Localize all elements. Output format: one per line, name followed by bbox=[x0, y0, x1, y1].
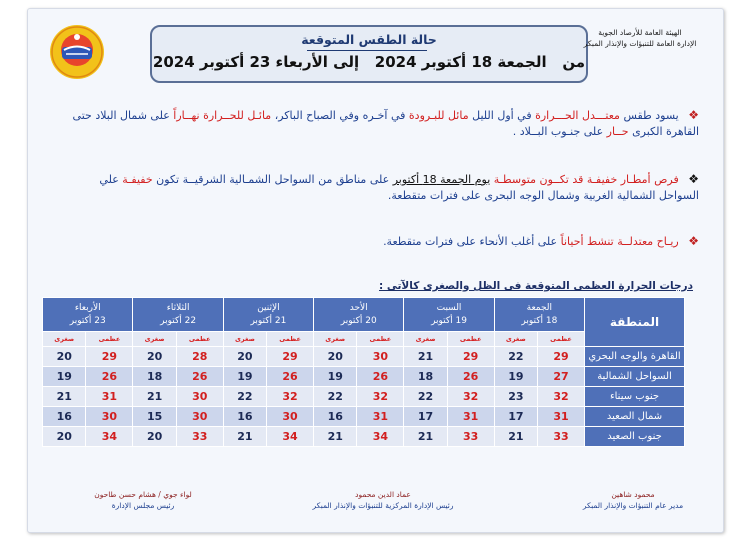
min-temp-cell: 22 bbox=[494, 347, 537, 367]
max-temp-cell: 31 bbox=[538, 407, 585, 427]
min-temp-cell: 21 bbox=[314, 427, 357, 447]
min-subheader: صغرى bbox=[133, 332, 176, 347]
min-temp-cell: 18 bbox=[133, 367, 176, 387]
max-temp-cell: 26 bbox=[86, 367, 133, 387]
p2-part: تكون bbox=[156, 173, 180, 186]
from-label: من bbox=[562, 53, 586, 71]
min-temp-cell: 22 bbox=[314, 387, 357, 407]
page-title: حالة الطقس المتوقعة bbox=[301, 32, 437, 47]
day-date: 19 أكتوبر bbox=[431, 315, 467, 326]
table-row bbox=[43, 427, 685, 447]
p1-part: يسود طقس bbox=[623, 109, 679, 122]
max-temp-cell: 32 bbox=[447, 387, 494, 407]
region-name: جنوب الصعيد bbox=[585, 427, 685, 447]
max-temp-cell: 32 bbox=[357, 387, 404, 407]
p1-part: معتـــدل الحـــرارة bbox=[535, 109, 620, 122]
min-temp-cell: 19 bbox=[314, 367, 357, 387]
title-underline bbox=[307, 50, 427, 51]
min-subheader: صغرى bbox=[314, 332, 357, 347]
min-temp-cell: 20 bbox=[43, 427, 86, 447]
max-temp-cell: 26 bbox=[357, 367, 404, 387]
table-header-row bbox=[43, 298, 685, 332]
day-name: الأربعاء bbox=[74, 302, 101, 313]
p1-part: في أول الليل bbox=[472, 109, 532, 122]
diamond-bullet-icon: ❖ bbox=[688, 234, 699, 248]
max-temp-cell: 32 bbox=[267, 387, 314, 407]
day-header bbox=[314, 298, 404, 332]
min-temp-cell: 15 bbox=[133, 407, 176, 427]
org-line-2: الإدارة العامة للتنبؤات والإنذار المبكر bbox=[583, 39, 697, 48]
p1-part: مائـل للحــرارة نهــاراً bbox=[173, 109, 272, 122]
region-name: القاهرة والوجه البحري bbox=[585, 347, 685, 367]
forecast-bulletin bbox=[27, 8, 724, 533]
min-temp-cell: 20 bbox=[314, 347, 357, 367]
signature-board-chairman bbox=[68, 489, 218, 511]
temperature-table bbox=[42, 297, 685, 447]
max-temp-cell: 32 bbox=[538, 387, 585, 407]
min-temp-cell: 19 bbox=[494, 367, 537, 387]
min-temp-cell: 16 bbox=[43, 407, 86, 427]
max-temp-cell: 29 bbox=[267, 347, 314, 367]
max-temp-cell: 26 bbox=[447, 367, 494, 387]
max-temp-cell: 34 bbox=[267, 427, 314, 447]
table-row bbox=[43, 347, 685, 367]
max-temp-cell: 30 bbox=[176, 407, 223, 427]
min-temp-cell: 16 bbox=[223, 407, 266, 427]
signature-role: مدير عام التنبؤات والإنذار المبكر bbox=[582, 501, 684, 510]
table-row bbox=[43, 367, 685, 387]
day-header bbox=[133, 298, 223, 332]
p1-part: في آخـره وفي الصباح الباكر، bbox=[274, 109, 406, 122]
min-temp-cell: 19 bbox=[43, 367, 86, 387]
min-temp-cell: 20 bbox=[133, 347, 176, 367]
day-header bbox=[223, 298, 313, 332]
diamond-bullet-icon: ❖ bbox=[688, 108, 699, 122]
max-subheader: عظمى bbox=[538, 332, 585, 347]
max-temp-cell: 31 bbox=[357, 407, 404, 427]
max-subheader: عظمى bbox=[267, 332, 314, 347]
max-temp-cell: 31 bbox=[86, 387, 133, 407]
organization-name bbox=[575, 27, 705, 49]
day-date: 20 أكتوبر bbox=[340, 315, 377, 326]
day-date: 18 أكتوبر bbox=[521, 315, 558, 326]
table-row bbox=[43, 387, 685, 407]
org-line-1: الهيئة العامة للأرصاد الجوية bbox=[598, 28, 682, 37]
from-date: الجمعة 18 أكتوبر 2024 bbox=[374, 53, 547, 71]
max-temp-cell: 34 bbox=[86, 427, 133, 447]
day-name: الأحد bbox=[349, 302, 368, 313]
max-temp-cell: 33 bbox=[538, 427, 585, 447]
p1-part: على شمال البلاد حتى القاهرة الكبرى bbox=[72, 109, 699, 138]
day-name: الإثنين bbox=[257, 302, 280, 313]
min-temp-cell: 20 bbox=[133, 427, 176, 447]
signature-role: رئيس مجلس الإدارة bbox=[111, 501, 175, 510]
max-temp-cell: 30 bbox=[267, 407, 314, 427]
max-temp-cell: 34 bbox=[357, 427, 404, 447]
forecast-paragraph-1 bbox=[59, 107, 699, 140]
region-name: شمال الصعيد bbox=[585, 407, 685, 427]
day-name: الجمعة bbox=[526, 302, 553, 313]
min-temp-cell: 17 bbox=[404, 407, 447, 427]
date-range bbox=[152, 53, 586, 71]
day-name: السبت bbox=[436, 302, 462, 313]
min-temp-cell: 18 bbox=[404, 367, 447, 387]
max-temp-cell: 26 bbox=[176, 367, 223, 387]
day-header bbox=[43, 298, 133, 332]
max-temp-cell: 33 bbox=[176, 427, 223, 447]
region-name: جنوب سيناء bbox=[585, 387, 685, 407]
p2-part: فرص أمطـار خفيفـة قد تكــون متوسطـة bbox=[493, 173, 679, 186]
min-subheader: صغرى bbox=[494, 332, 537, 347]
min-temp-cell: 17 bbox=[494, 407, 537, 427]
min-temp-cell: 21 bbox=[404, 427, 447, 447]
p1-part: مائل للبـرودة bbox=[408, 109, 469, 122]
to-date: الأربعاء 23 أكتوبر 2024 bbox=[152, 53, 328, 71]
table-body bbox=[43, 347, 685, 447]
day-name: الثلاثاء bbox=[166, 302, 190, 313]
signature-name: لواء جوي / هشام حسن طاحون bbox=[94, 490, 192, 499]
min-subheader: صغرى bbox=[404, 332, 447, 347]
title-box bbox=[150, 25, 588, 83]
p1-part: حــار bbox=[606, 125, 629, 138]
signature-role: رئيس الإدارة المركزية للتنبؤات والإنذار المبكر bbox=[312, 501, 454, 510]
max-temp-cell: 30 bbox=[176, 387, 223, 407]
table-row bbox=[43, 407, 685, 427]
signature-forecast-director bbox=[563, 489, 703, 511]
p3-part: ريـاح معتدلــة تنشط أحياناً bbox=[560, 235, 679, 248]
day-header bbox=[404, 298, 494, 332]
p1-part: على جنـوب البــلاد . bbox=[512, 125, 604, 138]
max-temp-cell: 29 bbox=[447, 347, 494, 367]
region-column-header: المنطقة bbox=[585, 298, 685, 347]
forecast-paragraph-3 bbox=[59, 233, 699, 250]
max-temp-cell: 30 bbox=[357, 347, 404, 367]
signature-name: عماد الدين محمود bbox=[355, 490, 411, 499]
max-subheader: عظمى bbox=[357, 332, 404, 347]
day-date: 21 أكتوبر bbox=[250, 315, 287, 326]
min-temp-cell: 20 bbox=[43, 347, 86, 367]
max-temp-cell: 30 bbox=[86, 407, 133, 427]
temperature-table-heading: درجات الحرارة العظمى المتوقعة فى الظل والصغرى كالآتى : bbox=[379, 280, 693, 292]
max-temp-cell: 29 bbox=[86, 347, 133, 367]
max-subheader: عظمى bbox=[176, 332, 223, 347]
min-temp-cell: 21 bbox=[404, 347, 447, 367]
min-temp-cell: 21 bbox=[43, 387, 86, 407]
p3-part: على أغلب الأنحاء على فترات متقطعة. bbox=[383, 235, 558, 248]
p2-part: علي السواحل الشمالية الغربية وشمال الوجه البحرى على فترات متقطعة. bbox=[99, 173, 699, 202]
max-temp-cell: 28 bbox=[176, 347, 223, 367]
day-header bbox=[494, 298, 584, 332]
to-label: إلى bbox=[333, 53, 360, 71]
p2-part: على مناطق من السواحل الشمـالية الشرقيــة bbox=[182, 173, 390, 186]
p2-part: خفيفـة bbox=[122, 173, 153, 186]
max-temp-cell: 27 bbox=[538, 367, 585, 387]
region-name: السواحل الشمالية bbox=[585, 367, 685, 387]
min-temp-cell: 20 bbox=[223, 347, 266, 367]
signature-name: محمود شاهين bbox=[611, 490, 655, 499]
min-subheader: صغرى bbox=[223, 332, 266, 347]
min-temp-cell: 23 bbox=[494, 387, 537, 407]
max-subheader: عظمى bbox=[447, 332, 494, 347]
max-temp-cell: 33 bbox=[447, 427, 494, 447]
ema-logo bbox=[48, 23, 106, 81]
min-temp-cell: 22 bbox=[223, 387, 266, 407]
min-temp-cell: 16 bbox=[314, 407, 357, 427]
diamond-bullet-icon: ❖ bbox=[688, 172, 699, 186]
day-date: 23 أكتوبر bbox=[69, 315, 106, 326]
min-subheader: صغرى bbox=[43, 332, 86, 347]
min-temp-cell: 21 bbox=[494, 427, 537, 447]
signature-central-admin-head bbox=[288, 489, 478, 511]
max-subheader: عظمى bbox=[86, 332, 133, 347]
min-temp-cell: 21 bbox=[223, 427, 266, 447]
max-temp-cell: 29 bbox=[538, 347, 585, 367]
min-temp-cell: 22 bbox=[404, 387, 447, 407]
max-temp-cell: 26 bbox=[267, 367, 314, 387]
max-temp-cell: 31 bbox=[447, 407, 494, 427]
forecast-paragraph-2 bbox=[59, 171, 699, 204]
day-date: 22 أكتوبر bbox=[160, 315, 197, 326]
min-temp-cell: 19 bbox=[223, 367, 266, 387]
p2-part: يوم الجمعة 18 أكتوبر bbox=[392, 173, 491, 186]
min-temp-cell: 21 bbox=[133, 387, 176, 407]
